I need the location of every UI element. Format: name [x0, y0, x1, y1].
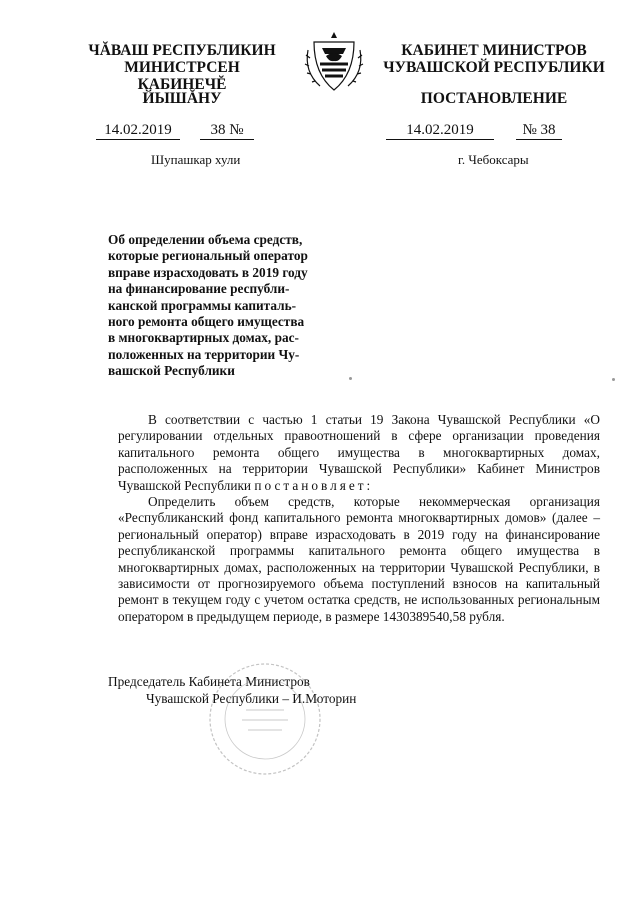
subject-line: на финансирование республи-	[108, 281, 290, 297]
left-place: Шупашкар хули	[151, 152, 241, 167]
signature-line-1: Председатель Кабинета Министров	[108, 674, 310, 689]
subject-line: в многоквартирных домах, рас-	[108, 330, 299, 346]
paragraph-1-main: В соответствии с частью 1 статьи 19 Закона Чувашской Республики «О регулировании отдельных правоотношений в сфере организации проведения капитального ремонта общего имущества в многоквартирных домах, расположенных на территории Чувашской Республики» Кабинет Министров Чувашской Республики	[118, 412, 600, 493]
right-place: г. Чебоксары	[458, 152, 529, 167]
left-org-name	[82, 42, 282, 93]
subject-line: вправе израсходовать в 2019 году	[108, 264, 308, 280]
right-doc-type: ПОСТАНОВЛЕНИЕ	[420, 90, 568, 107]
left-doc-type: ЙЫШĂНУ	[142, 90, 222, 107]
left-date-number-row	[96, 121, 254, 140]
right-number: № 38	[516, 123, 562, 140]
left-org-line1: ЧĂВАШ РЕСПУБЛИКИН	[88, 42, 276, 59]
left-org-line2: МИНИСТРСЕН КАБИНЕЧĔ	[124, 59, 240, 93]
chuvash-emblem-icon	[300, 28, 368, 96]
subject-line: вашской Республики	[108, 363, 235, 379]
decree-word: постановляет:	[254, 477, 374, 493]
scan-artifact	[612, 378, 615, 381]
subject-line: ного ремонта общего имущества	[108, 314, 305, 330]
right-date: 14.02.2019	[386, 123, 494, 140]
signature-line-2: Чувашской Республики – И.Моторин	[146, 691, 357, 706]
scan-artifact	[349, 377, 352, 380]
subject-line: канской программы капиталь-	[108, 297, 297, 313]
subject-line: Об определении объема средств,	[108, 232, 303, 247]
left-date: 14.02.2019	[96, 123, 180, 140]
body-paragraph-2: Определить объем средств, которые некоммерческая организация «Республиканский фонд капитального ремонта многоквартирных домов» (далее – региональный оператор) вправе израсходовать в 2019 году на финансирование республиканской программы капитального ремонта общего имущества в многоквартирных домах, расположенных на территории Чувашской Республики, в зависимости от прогнозируемого объема поступлений взносов на капитальный ремонт в текущем году с учетом остатка средств, не использованных региональным оператором в предыдущем периоде, в размере 1430389540,58 рубля.	[118, 494, 600, 624]
subject-line: которые региональный оператор	[108, 248, 308, 264]
left-number: 38 №	[200, 123, 254, 140]
body-paragraph-1	[118, 412, 600, 494]
subject-line: положенных на территории Чу-	[108, 346, 300, 362]
right-org-name	[376, 42, 612, 76]
right-org-line2: ЧУВАШСКОЙ РЕСПУБЛИКИ	[383, 59, 605, 76]
right-org-line1: КАБИНЕТ МИНИСТРОВ	[401, 42, 587, 59]
right-date-number-row	[386, 121, 562, 140]
document-subject	[108, 232, 328, 380]
official-seal-icon	[206, 660, 324, 778]
